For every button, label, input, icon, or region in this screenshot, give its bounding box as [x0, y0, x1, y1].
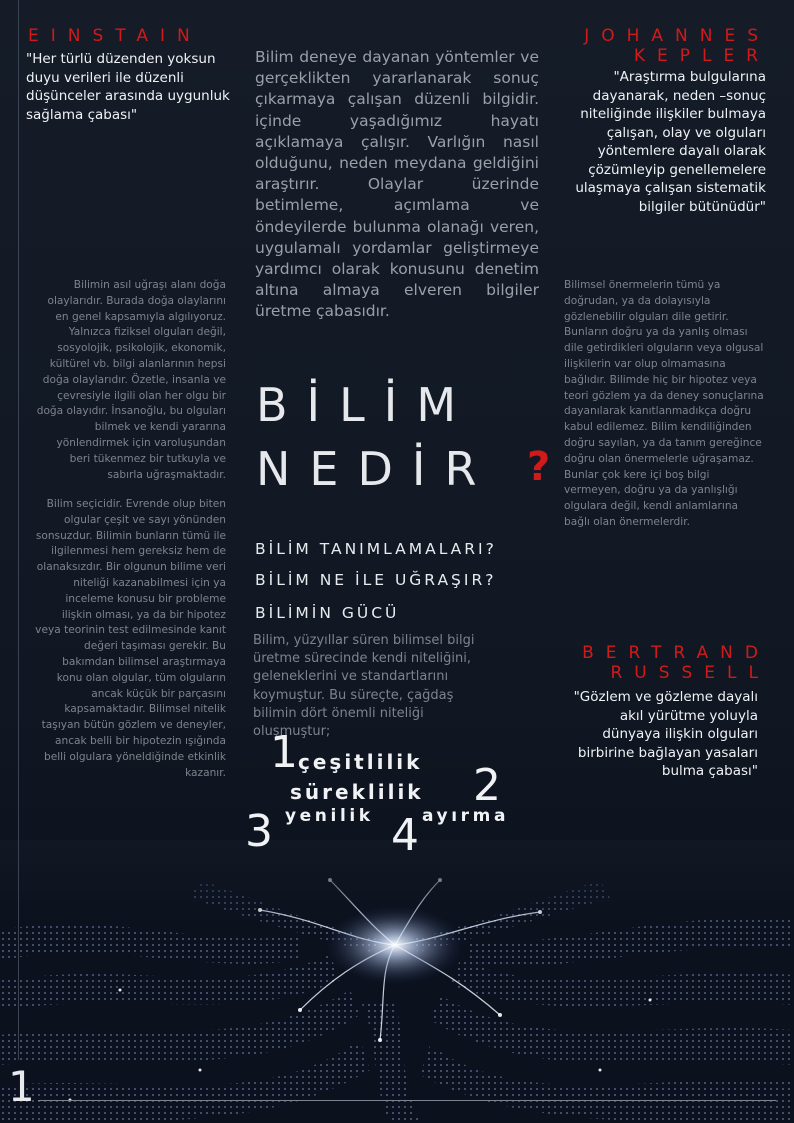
left-column-paragraph-2: Bilim seçicidir. Evrende olup biten olgular çeşit ve sayı yönünden sonsuzdur. Bilimin bunların tümü ile ilgilenmesi hem gereksiz hem de olanaksızdır. Bir olgunun bilime veri niteliği kazanabilmesi için ya inceleme konusu bir probleme ilişkin olması, ya da bir hipotez veya teorinin test edilmesinde kanıt değeri taşıması gerekir. Bu bakımdan bilimsel araştırmaya konu olan olgular, tüm olguların ancak küçük bir parçasını kapsamaktadır. Bilimsel nitelik taşıyan bütün gözlem ve deneyler, ancak belli bir hipotezin ışığında belli olgulara yöneldiğinde etkinlik kazanır.: [35, 498, 226, 779]
title-line-1: BİLİM: [256, 378, 476, 432]
quality-word-1: çeşitlilik: [298, 750, 423, 774]
left-column-paragraph-1: Bilimin asıl uğraşı alanı doğa olaylarıdır. Burada doğa olaylarını en genel kapsamıyla algılıyoruz. Yalnızca fiziksel olguları değil, sosyolojik, psikolojik, ekonomik, kültürel vb. bilgi alanlarının hepsi doğa olaylarıdır. Özetle, insanla ve çevresiyle ilgili olan her olgu bir doğa olayıdır. İnsanoğlu, bu olguları bilmek ve kendi yararına yönlendirmek için varoluşundan beri tükenmez bir tutkuyla ve sabırla uğraşmaktadır.: [36, 279, 226, 481]
neural-network-illustration: [0, 840, 794, 1123]
page-number: 1: [8, 1062, 35, 1111]
quality-word-3: yenilik: [285, 806, 374, 826]
quality-number-1: 1: [270, 727, 298, 778]
einstain-quote: "Her türlü düzenden yoksun duyu verileri ile düzenli düşünceler arasında uygunluk sağlama çabası": [26, 51, 230, 123]
kepler-quote: "Araştırma bulgularına dayanarak, neden –sonuç niteliğinde ilişkiler bulmaya çalışan, olay ve olguları yöntemlere dayalı olarak çözümleyip genellemelere ulaşmaya çalışan sistematik bilgiler bütünüdür": [575, 69, 766, 215]
title-question-mark: ?: [527, 444, 551, 490]
right-column-paragraph-1: Bilimsel önermelerin tümü ya doğrudan, ya da dolayısıyla gözlenebilir olguları dile getirir. Bunların doğru ya da yanlış olması dile getirdikleri olguların veya olgusal ilişkilerin var olup olmamasına bağlıdır. Bilimde hiç bir hipotez veya teori gözlem ya da deney sonuçlarına dayanılarak kanıtlanmadıkça doğru kabul edilemez. Bilim kendiliğinden doğru sayılan, ya da tanım gereğince doğru olan önermelerle uğraşamaz. Bunlar çok kere içi boş bilgi vermeyen, doğru ya da yanlışlığı olgulara değil, kendi anlamlarına bağlı olan önermelerdir.: [564, 279, 764, 528]
quality-number-2: 2: [473, 760, 501, 811]
summary-paragraph: Bilim, yüzyıllar süren bilimsel bilgi üretme sürecinde kendi niteliğini, geleneklerini ve standartlarını koymuştur. Bu süreçte, çağdaş bilimin dört önemli niteliği oluşmuştur;: [253, 633, 475, 740]
footer-rule: [38, 1100, 776, 1101]
quality-word-4: ayırma: [422, 806, 510, 826]
quality-number-3: 3: [245, 806, 273, 857]
quality-word-2: süreklilik: [290, 780, 424, 804]
kepler-name: JOHANNES KEPLER: [584, 26, 770, 66]
russell-name: BERTRAND RUSSELL: [582, 643, 770, 683]
subtitle-power: BİLİMİN GÜCÜ: [255, 604, 400, 622]
intro-paragraph: Bilim deneye dayanan yöntemler ve gerçeklikten yararlanarak sonuç çıkarmaya çalışan düzenli bilgidir. içinde yaşadığımız hayatı açıklamaya çalışır. Varlığın nasıl olduğunu, neden meydana geldiğini araştırır. Olaylar üzerinde betimleme, açımlama ve öndeyilerde bulunma olanağı veren, uygulamalı yordamlar geliştirmeye yardımcı olarak konusunu denetim altına almaya elveren bilgiler üretme çabasıdır.: [255, 48, 539, 321]
quality-number-4: 4: [391, 810, 419, 861]
subtitle-definitions: BİLİM TANIMLAMALARI?: [255, 540, 497, 558]
russell-quote: "Gözlem ve gözleme dayalı akıl yürütme yoluyla dünyaya ilişkin olguları birbirine bağlayan yasaları bulma çabası": [573, 689, 758, 779]
einstain-name: EINSTAIN: [28, 26, 202, 46]
title-line-2: NEDİR: [256, 442, 496, 496]
vertical-rule: [18, 0, 19, 1060]
subtitle-subject: BİLİM NE İLE UĞRAŞIR?: [255, 571, 497, 589]
